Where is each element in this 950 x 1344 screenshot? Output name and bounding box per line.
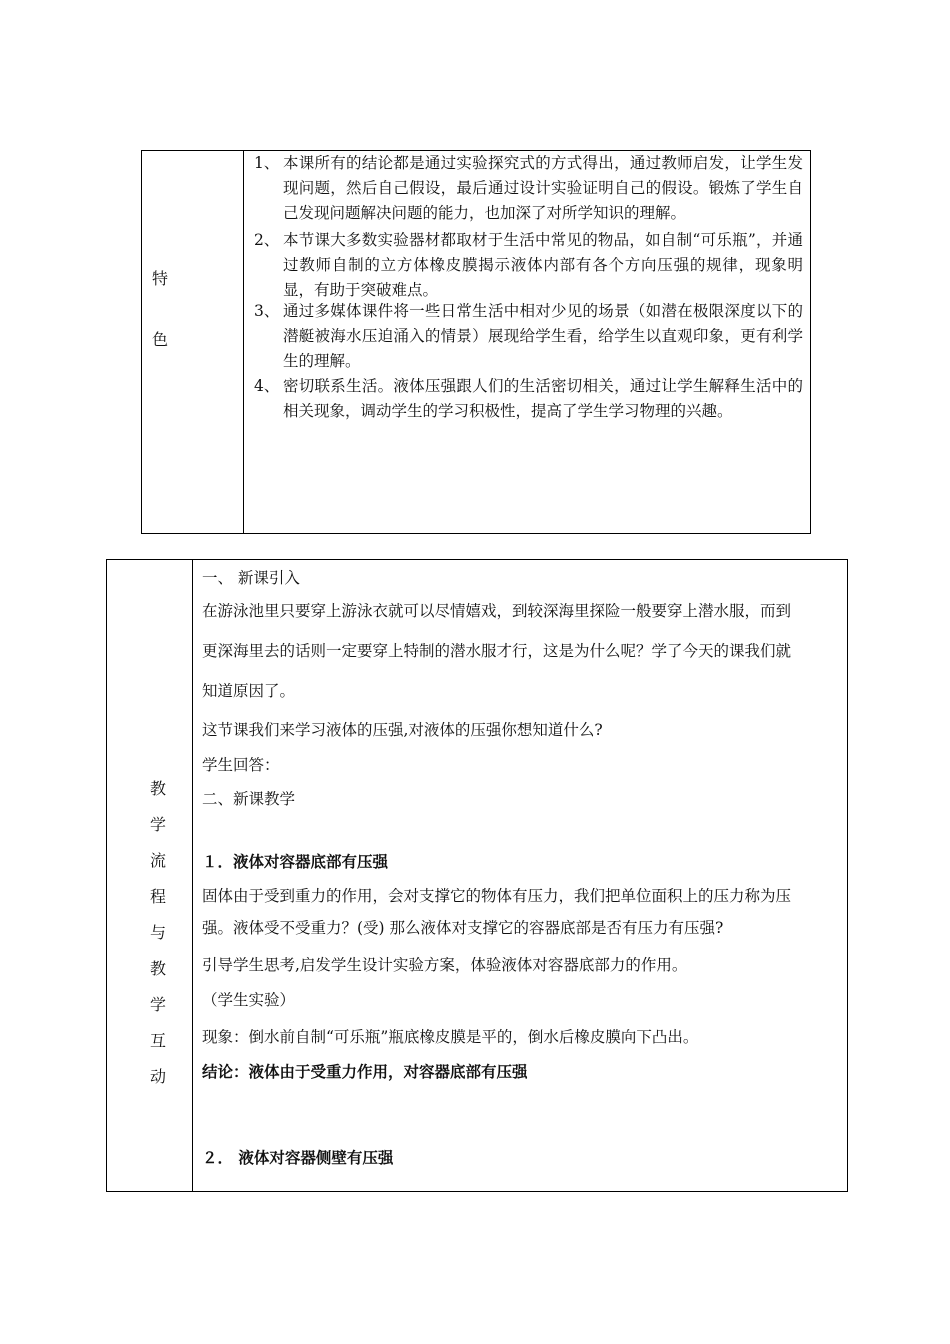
guide-text: 引导学生思考,启发学生设计实验方案，体验液体对容器底部力的作用。 <box>202 956 688 974</box>
feature-item-num: 4、 <box>254 377 280 395</box>
feature-item-text: 通过多媒体课件将一些日常生活中相对少见的场景（如潜在极限深度以下的潜艇被海水压迫涌入的情景）展现给学生看，给学生以直观印象，更有利学生的理解。 <box>283 302 803 370</box>
intro-paragraph-line: 在游泳池里只要穿上游泳衣就可以尽情嬉戏，到较深海里探险一般要穿上潜水服，而到 <box>202 602 792 620</box>
process-label-char: 与 <box>150 923 167 942</box>
features-label-1: 特 <box>152 269 169 288</box>
process-label-char: 流 <box>150 851 167 870</box>
process-divider <box>192 560 193 1191</box>
solid-pressure-line: 强。液体受不受重力？(受) 那么液体对支撑它的容器底部是否有压力有压强? <box>202 919 724 937</box>
conclusion-text: 结论：液体由于受重力作用，对容器底部有压强 <box>202 1062 528 1081</box>
feature-item-text: 密切联系生活。液体压强跟人们的生活密切相关，通过让学生解释生活中的相关现象，调动学生的学习积极性，提高了学生学习物理的兴趣。 <box>283 377 803 420</box>
feature-item-num: 1、 <box>254 154 280 172</box>
features-table <box>141 150 811 534</box>
process-label-char: 程 <box>150 887 167 906</box>
section2-heading: 二、新课教学 <box>202 790 296 808</box>
feature-item-text: 本课所有的结论都是通过实验探究式的方式得出，通过教师启发，让学生发现问题，然后自己假设，最后通过设计实验证明自己的假设。锻炼了学生自己发现问题解决问题的能力，也加深了对所学知识的理解。 <box>283 154 803 222</box>
feature-item-num: 3、 <box>254 302 280 320</box>
student-answer-label: 学生回答： <box>202 756 280 774</box>
solid-pressure-line: 固体由于受到重力的作用，会对支撑它的物体有压力，我们把单位面积上的压力称为压 <box>202 887 792 905</box>
process-label-char: 互 <box>150 1031 167 1050</box>
subsection1-heading: １．液体对容器底部有压强 <box>202 852 389 871</box>
feature-item-num: 2、 <box>254 231 280 249</box>
features-divider <box>243 151 244 533</box>
process-label-char: 学 <box>150 995 167 1014</box>
intro-paragraph-line: 更深海里去的话则一定要穿上特制的潜水服才行，这是为什么呢？学了今天的课我们就 <box>202 642 792 660</box>
feature-item-text: 本节课大多数实验器材都取材于生活中常见的物品，如自制“可乐瓶”，并通过教师自制的立方体橡皮膜揭示液体内部有各个方向压强的规律，现象明显，有助于突破难点。 <box>283 231 803 299</box>
process-label-char: 学 <box>150 815 167 834</box>
phenomenon-text: 现象：倒水前自制“可乐瓶”瓶底橡皮膜是平的，倒水后橡皮膜向下凸出。 <box>202 1028 699 1046</box>
question-text: 这节课我们来学习液体的压强,对液体的压强你想知道什么? <box>202 721 603 739</box>
intro-paragraph-line: 知道原因了。 <box>202 682 296 700</box>
process-label-char: 教 <box>150 779 167 798</box>
process-table <box>106 559 848 1192</box>
subsection2-heading: ２． 液体对容器侧壁有压强 <box>202 1148 394 1167</box>
section1-heading: 一、 新课引入 <box>202 569 300 587</box>
experiment-label: （学生实验） <box>202 991 296 1009</box>
process-label-char: 动 <box>150 1067 167 1086</box>
features-label-2: 色 <box>152 330 169 349</box>
process-label-char: 教 <box>150 959 167 978</box>
